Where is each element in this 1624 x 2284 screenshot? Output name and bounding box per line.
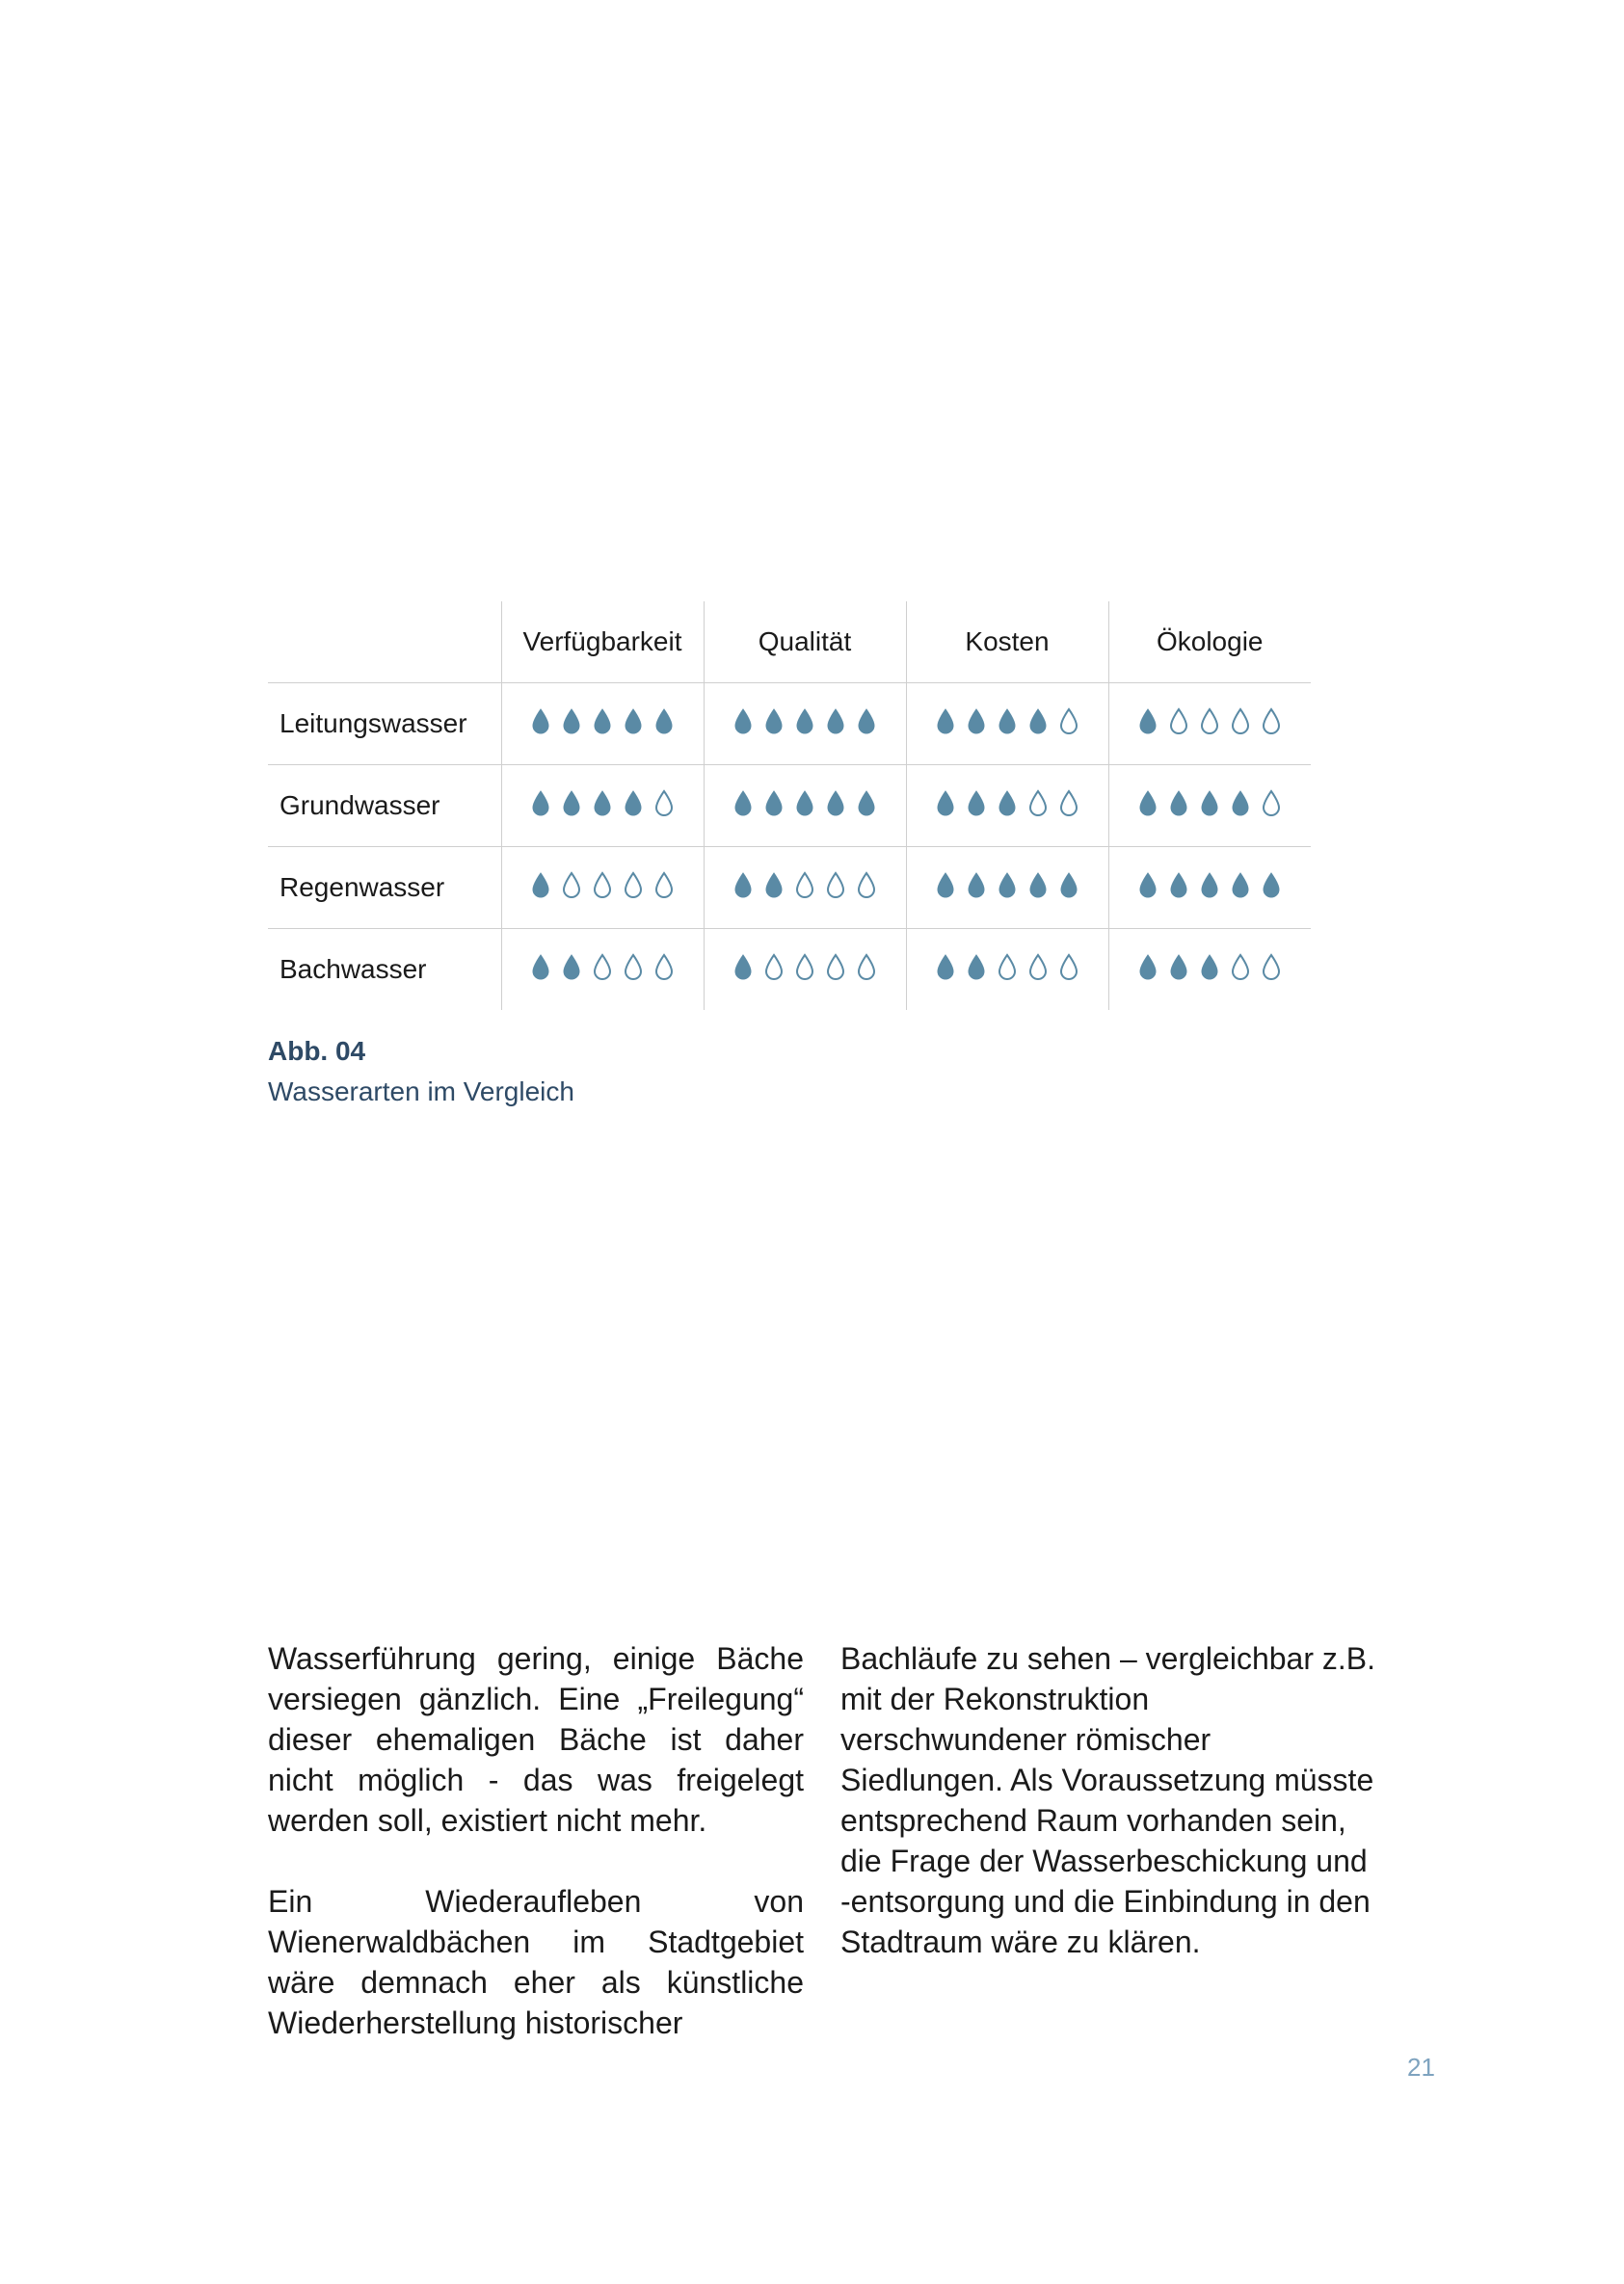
filled-drop-icon: [966, 789, 987, 818]
rating-cell: [704, 929, 906, 1011]
rating-cell: [906, 765, 1108, 847]
empty-drop-icon: [592, 953, 613, 982]
empty-drop-icon: [1199, 707, 1220, 736]
filled-drop-icon: [1168, 953, 1189, 982]
drop-rating: [935, 871, 1079, 900]
empty-drop-icon: [1027, 953, 1049, 982]
filled-drop-icon: [825, 789, 846, 818]
drop-rating: [1137, 871, 1282, 900]
page-number: 21: [1407, 2053, 1435, 2082]
rating-cell: [704, 683, 906, 765]
rating-cell: [1108, 847, 1311, 929]
column-header-qualitaet: Qualität: [704, 601, 906, 683]
drop-rating: [530, 789, 675, 818]
empty-drop-icon: [825, 871, 846, 900]
table-row: [268, 847, 1311, 929]
empty-drop-icon: [856, 953, 877, 982]
filled-drop-icon: [1230, 871, 1251, 900]
empty-drop-icon: [1058, 953, 1079, 982]
rating-cell: [501, 847, 704, 929]
filled-drop-icon: [997, 871, 1018, 900]
filled-drop-icon: [732, 707, 754, 736]
empty-drop-icon: [825, 953, 846, 982]
empty-drop-icon: [592, 871, 613, 900]
filled-drop-icon: [1230, 789, 1251, 818]
empty-drop-icon: [1058, 789, 1079, 818]
drop-rating: [530, 707, 675, 736]
filled-drop-icon: [530, 953, 551, 982]
empty-drop-icon: [1027, 789, 1049, 818]
filled-drop-icon: [1137, 789, 1158, 818]
filled-drop-icon: [1027, 707, 1049, 736]
filled-drop-icon: [1199, 953, 1220, 982]
filled-drop-icon: [966, 707, 987, 736]
rating-cell: [906, 929, 1108, 1011]
filled-drop-icon: [530, 707, 551, 736]
figure-number: Abb. 04: [268, 1036, 366, 1066]
empty-drop-icon: [653, 953, 675, 982]
filled-drop-icon: [530, 871, 551, 900]
filled-drop-icon: [732, 789, 754, 818]
table-header-row: [268, 601, 1311, 683]
filled-drop-icon: [1168, 871, 1189, 900]
filled-drop-icon: [966, 871, 987, 900]
filled-drop-icon: [592, 707, 613, 736]
figure-title: Wasserarten im Vergleich: [268, 1076, 574, 1106]
drop-rating: [1137, 953, 1282, 982]
row-label: Bachwasser: [280, 954, 427, 984]
filled-drop-icon: [1058, 871, 1079, 900]
drop-rating: [732, 953, 877, 982]
empty-drop-icon: [763, 953, 785, 982]
rating-cell: [1108, 929, 1311, 1011]
drop-rating: [935, 953, 1079, 982]
filled-drop-icon: [1137, 871, 1158, 900]
empty-drop-icon: [1230, 707, 1251, 736]
filled-drop-icon: [935, 871, 956, 900]
table-row: [268, 929, 1311, 1011]
drop-rating: [732, 789, 877, 818]
empty-drop-icon: [561, 871, 582, 900]
filled-drop-icon: [561, 953, 582, 982]
empty-drop-icon: [1168, 707, 1189, 736]
rating-cell: [1108, 765, 1311, 847]
filled-drop-icon: [732, 953, 754, 982]
filled-drop-icon: [1027, 871, 1049, 900]
filled-drop-icon: [1137, 707, 1158, 736]
drop-rating: [935, 707, 1079, 736]
filled-drop-icon: [966, 953, 987, 982]
text-column-right: [840, 1638, 1376, 2003]
empty-drop-icon: [1261, 953, 1282, 982]
paragraph: Ein Wiederaufleben von Wienerwaldbächen im Stadtgebiet wäre demnach eher als künstliche Wiederherstellung historischer: [268, 1884, 804, 2040]
table-corner-cell: [268, 601, 501, 683]
filled-drop-icon: [1199, 871, 1220, 900]
filled-drop-icon: [794, 707, 815, 736]
filled-drop-icon: [763, 707, 785, 736]
text-column-left: [268, 1638, 804, 2084]
filled-drop-icon: [1261, 871, 1282, 900]
filled-drop-icon: [732, 871, 754, 900]
empty-drop-icon: [623, 871, 644, 900]
filled-drop-icon: [1168, 789, 1189, 818]
figure-caption: [268, 1036, 574, 1107]
filled-drop-icon: [561, 789, 582, 818]
filled-drop-icon: [592, 789, 613, 818]
filled-drop-icon: [997, 707, 1018, 736]
table-row: [268, 765, 1311, 847]
filled-drop-icon: [856, 707, 877, 736]
table-row: [268, 683, 1311, 765]
filled-drop-icon: [997, 789, 1018, 818]
rating-cell: [704, 847, 906, 929]
filled-drop-icon: [530, 789, 551, 818]
empty-drop-icon: [997, 953, 1018, 982]
rating-cell: [906, 683, 1108, 765]
filled-drop-icon: [763, 789, 785, 818]
filled-drop-icon: [623, 789, 644, 818]
drop-rating: [1137, 707, 1282, 736]
rating-cell: [501, 929, 704, 1011]
filled-drop-icon: [935, 707, 956, 736]
empty-drop-icon: [1261, 707, 1282, 736]
rating-cell: [906, 847, 1108, 929]
column-header-verfuegbarkeit: Verfügbarkeit: [501, 601, 704, 683]
empty-drop-icon: [653, 871, 675, 900]
filled-drop-icon: [763, 871, 785, 900]
column-header-oekologie: Ökologie: [1108, 601, 1311, 683]
empty-drop-icon: [794, 953, 815, 982]
filled-drop-icon: [1199, 789, 1220, 818]
row-label: Grundwasser: [280, 790, 440, 820]
filled-drop-icon: [825, 707, 846, 736]
rating-cell: [1108, 683, 1311, 765]
row-label: Leitungswasser: [280, 708, 467, 738]
filled-drop-icon: [935, 953, 956, 982]
drop-rating: [732, 707, 877, 736]
row-label: Regenwasser: [280, 872, 445, 902]
empty-drop-icon: [794, 871, 815, 900]
paragraph: Wasserführung gering, einige Bäche versiegen gänzlich. Eine „Freilegung“ dieser ehemaligen Bäche ist daher nicht möglich - das was freigelegt werden soll, existiert nicht mehr.: [268, 1641, 804, 1838]
drop-rating: [530, 953, 675, 982]
rating-cell: [501, 683, 704, 765]
paragraph: Bachläufe zu sehen – vergleichbar z.B. mit der Rekonstruktion verschwundener römischer Siedlungen. Als Voraussetzung müsste entsprechend Raum vorhanden sein, die Frage der Wasserbeschickung und -entsorgung und die Einbindung in den Stadtraum wäre zu klären.: [840, 1641, 1375, 1959]
filled-drop-icon: [623, 707, 644, 736]
filled-drop-icon: [794, 789, 815, 818]
rating-cell: [501, 765, 704, 847]
empty-drop-icon: [1261, 789, 1282, 818]
column-header-kosten: Kosten: [906, 601, 1108, 683]
filled-drop-icon: [653, 707, 675, 736]
filled-drop-icon: [1137, 953, 1158, 982]
water-comparison-table: [268, 601, 1311, 1010]
filled-drop-icon: [856, 789, 877, 818]
filled-drop-icon: [561, 707, 582, 736]
empty-drop-icon: [653, 789, 675, 818]
drop-rating: [1137, 789, 1282, 818]
drop-rating: [530, 871, 675, 900]
drop-rating: [732, 871, 877, 900]
rating-cell: [704, 765, 906, 847]
empty-drop-icon: [1230, 953, 1251, 982]
filled-drop-icon: [935, 789, 956, 818]
empty-drop-icon: [856, 871, 877, 900]
empty-drop-icon: [1058, 707, 1079, 736]
drop-rating: [935, 789, 1079, 818]
empty-drop-icon: [623, 953, 644, 982]
